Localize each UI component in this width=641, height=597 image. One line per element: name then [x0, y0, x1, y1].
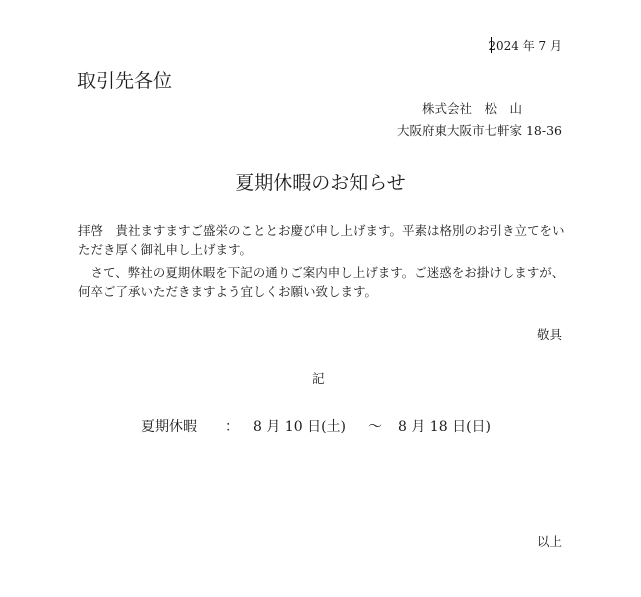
company-address[interactable]: 大阪府東大阪市七軒家 18-36 [396, 123, 562, 138]
holiday-tilde: ～ [368, 419, 382, 435]
holiday-start: 8 月 10 日(土) [253, 419, 346, 435]
holiday-label: 夏期休暇 [141, 419, 197, 435]
holiday-period[interactable] [141, 416, 491, 436]
document-date[interactable]: 2024 年 7 月 [488, 39, 562, 53]
document-title[interactable]: 夏期休暇のお知らせ [235, 172, 406, 194]
recipient[interactable]: 取引先各位 [77, 70, 173, 92]
body-paragraph-1[interactable]: 拝啓 貴社ますますご盛栄のこととお慶び申し上げます。平素は格別のお引き立てをいただき厚く御礼申し上げます。 [78, 223, 565, 257]
end-mark[interactable]: 以上 [536, 534, 562, 549]
holiday-end: 8 月 18 日(日) [398, 419, 491, 435]
ki-heading[interactable]: 記 [312, 371, 325, 386]
company-name[interactable]: 株式会社 松 山 [421, 101, 522, 116]
closing-keigu[interactable]: 敬具 [536, 327, 562, 342]
holiday-colon: ： [225, 419, 239, 435]
body-paragraph-2[interactable]: さて、弊社の夏期休暇を下記の通りご案内申し上げます。ご迷惑をお掛けしますが、何卒ご了承いただきますよう宜しくお願い致します。 [78, 265, 565, 299]
